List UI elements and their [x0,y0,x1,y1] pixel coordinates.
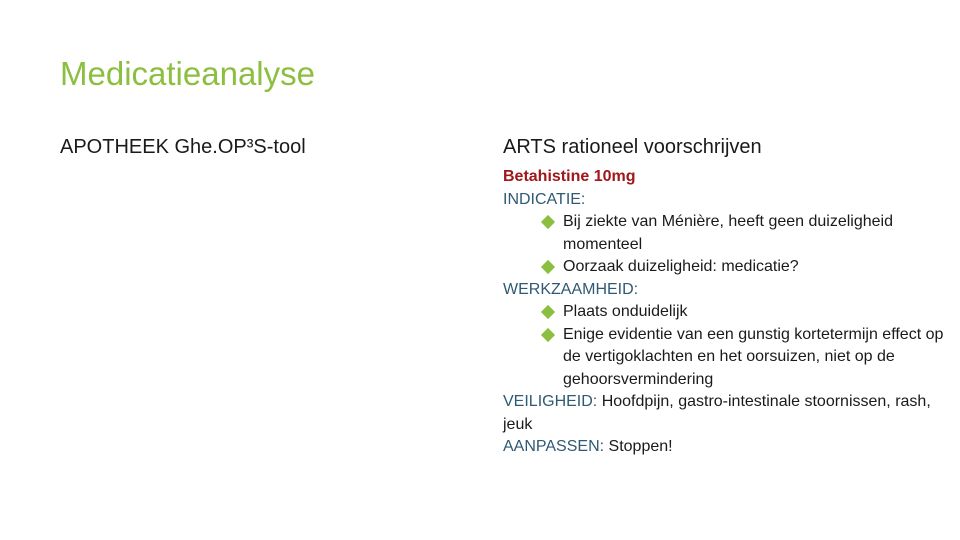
list-item-text: Enige evidentie van een gunstig kortetermijn effect op de vertigoklachten en het oorsuizen, niet op de gehoorsvermindering [563,325,944,388]
list-item [541,324,953,392]
list-item [541,301,953,324]
werkzaamheid-label: WERKZAAMHEID: [503,280,639,298]
aanpassen-label: AANPASSEN: [503,438,605,455]
indicatie-section [503,189,953,279]
drug-name: Betahistine 10mg [503,168,636,185]
aanpassen-section [503,436,953,459]
list-item-text: Oorzaak duizeligheid: medicatie? [563,258,799,275]
list-item [541,211,953,256]
diamond-bullet-icon [541,327,555,341]
indicatie-list [503,211,953,279]
list-item-text: Bij ziekte van Ménière, heeft geen duizeligheid momenteel [563,213,893,253]
right-column-content [503,166,953,459]
werkzaamheid-list [503,301,953,391]
diamond-bullet-icon [541,260,555,274]
veiligheid-text: Hoofdpijn, gastro-intestinale stoornissen, rash, jeuk [503,393,931,433]
indicatie-label: INDICATIE: [503,190,586,208]
right-column-heading: ARTS rationeel voorschrijven [503,136,762,158]
page-title: Medicatieanalyse [60,55,315,92]
diamond-bullet-icon [541,305,555,319]
veiligheid-section [503,391,953,436]
diamond-bullet-icon [541,215,555,229]
veiligheid-label: VEILIGHEID: [503,393,598,410]
list-item-text: Plaats onduidelijk [563,303,688,320]
list-item [541,256,953,279]
aanpassen-text: Stoppen! [608,438,673,455]
left-column-heading: APOTHEEK Ghe.OP³S-tool [60,136,306,158]
werkzaamheid-section [503,279,953,392]
